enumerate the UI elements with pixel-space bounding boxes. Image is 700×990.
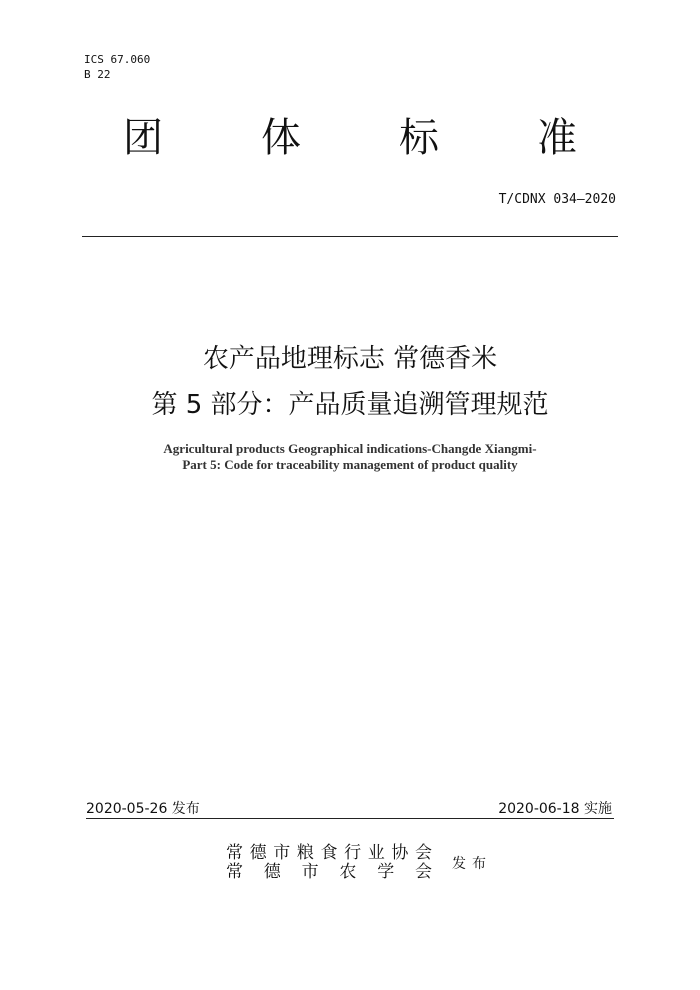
issuer-char: 协 — [391, 843, 409, 863]
issuer-char: 行 — [344, 843, 362, 863]
standard-type-char: 团 — [123, 115, 163, 161]
issuer-char: 市 — [273, 843, 291, 863]
issuer-char: 会 — [415, 843, 432, 863]
issuer-char: 业 — [367, 843, 385, 863]
issuer-char: 德 — [263, 862, 281, 882]
issuer-char: 市 — [301, 862, 319, 882]
issuer-char: 农 — [339, 862, 357, 882]
issuer-char: 粮 — [296, 843, 314, 863]
issuer-agricultural-society — [226, 863, 432, 882]
classification-codes — [84, 52, 150, 82]
chinese-title-line-1: 农产品地理标志 常德香米 — [202, 344, 498, 374]
ics-code: ICS 67.060 — [84, 53, 151, 66]
issuer-char: 会 — [414, 862, 432, 882]
issue-date: 2020-05-26 发布 — [86, 801, 200, 817]
chinese-title-line-2: 第 5 部分：产品质量追溯管理规范 — [151, 390, 549, 420]
standard-code: T/CDNX 034—2020 — [498, 192, 616, 207]
english-title-line-1: Agricultural products Geographical indications-Changde Xiangmi- — [163, 441, 537, 456]
header-divider — [82, 236, 618, 237]
issuer-char: 德 — [249, 843, 267, 863]
issuer-char: 常 — [226, 843, 243, 863]
issuer-char: 学 — [377, 862, 395, 882]
issuer-char: 常 — [226, 862, 243, 882]
ccs-code: B 22 — [84, 68, 111, 81]
publish-label: 发布 — [452, 856, 492, 872]
issuer-char: 食 — [320, 843, 338, 863]
footer-divider — [86, 818, 614, 819]
standard-type-title — [120, 112, 580, 164]
implementation-date: 2020-06-18 实施 — [498, 801, 612, 817]
issuing-organizations — [226, 844, 432, 882]
standard-type-char: 体 — [261, 115, 301, 161]
standard-type-char: 标 — [399, 115, 439, 161]
issuer-grain-association — [226, 844, 432, 863]
standard-type-char: 准 — [537, 115, 577, 161]
english-title-line-2: Part 5: Code for traceability management of product quality — [182, 457, 518, 472]
